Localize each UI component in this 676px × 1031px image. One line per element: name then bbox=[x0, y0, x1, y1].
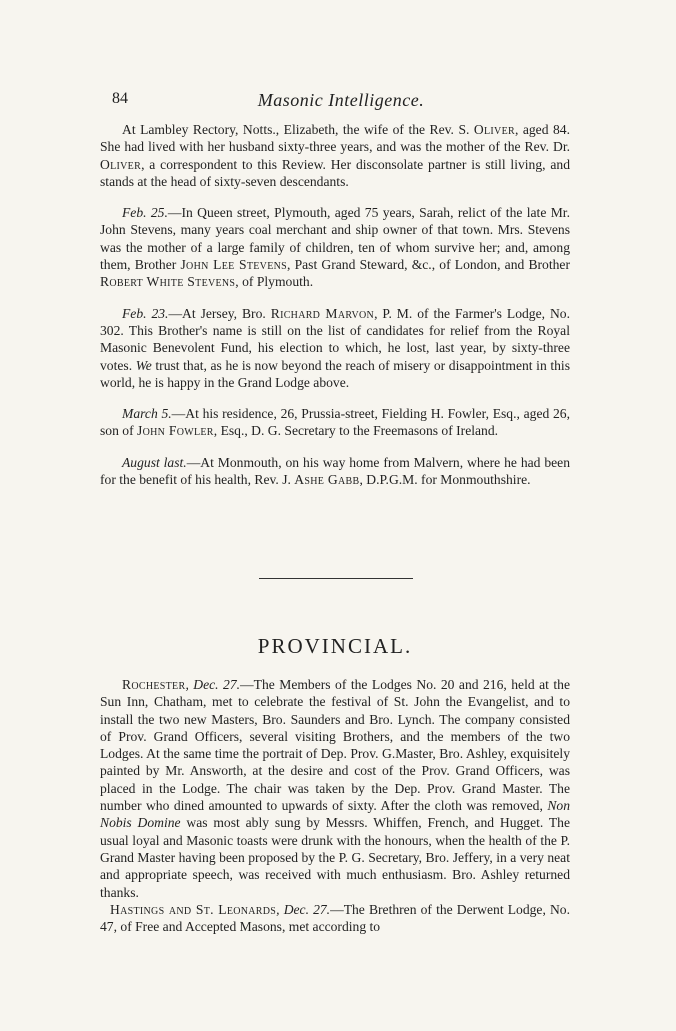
obituaries-section bbox=[100, 121, 570, 488]
report-date: , Dec. 27. bbox=[276, 901, 331, 917]
obituary-dublin: March 5.—At his residence, 26, Prussia-street, Fielding H. Fowler, Esq., aged 26, son of John Fowler, Esq., D. G. Secretary to the Freemasons of Ireland. bbox=[100, 406, 570, 439]
obituary-date: Feb. 25. bbox=[122, 205, 168, 221]
obituary-jersey: Feb. 23.—At Jersey, Bro. Richard Marvon, P. M. of the Farmer's Lodge, No. 302. This Brother's name is still on the list of candidates for relief from the Royal Masonic Benevolent Fund, his election to which, he lost, last year, by sixty-three votes. We trust that, as he is now beyond the reach of misery or disappointment in this world, he is happy in the Grand Lodge above. bbox=[100, 305, 570, 390]
report-place: Hastings and St. Leonards bbox=[110, 901, 277, 917]
running-title: Masonic Intelligence. bbox=[257, 90, 425, 110]
report-date: , Dec. 27. bbox=[185, 677, 241, 692]
section-title: PROVINCIAL. bbox=[257, 634, 413, 658]
obituary-plymouth: Feb. 25.—In Queen street, Plymouth, aged 75 years, Sarah, relict of the late Mr. John Stevens, many years coal merchant and ship owner of that town. Mrs. Stevens was the mother of a large family of children, ten of whom survive her; and, among them, Brother John Lee Stevens, Past Grand Steward, &c., of London, and Brother Robert White Stevens, of Plymouth. bbox=[100, 205, 570, 290]
obituary-date: Feb. 23. bbox=[122, 305, 169, 321]
provincial-section bbox=[100, 676, 570, 935]
page-header bbox=[112, 90, 570, 112]
obituary-lambley: At Lambley Rectory, Notts., Elizabeth, the wife of the Rev. S. Oliver, aged 84. She had lived with her husband sixty-three years, and was the mother of the Rev. Dr. Oliver, a correspondent to this Review. Her disconsolate partner is still living, and stands at the head of sixty-seven descendants. bbox=[100, 122, 570, 189]
page-number: 84 bbox=[112, 90, 128, 107]
report-place: Rochester bbox=[122, 677, 186, 692]
report-hastings: Hastings and St. Leonards, Dec. 27.—The Brethren of the Derwent Lodge, No. 47, of Free and Accepted Masons, met according to bbox=[100, 901, 570, 935]
obituary-date: March 5. bbox=[122, 406, 172, 422]
obituary-date: August last. bbox=[122, 454, 187, 470]
report-rochester: Rochester, Dec. 27.—The Members of the Lodges No. 20 and 216, held at the Sun Inn, Chatham, met to celebrate the festival of St. John the Evangelist, and to install the two new Masters, Bro. Saunders and Bro. Lynch. The company consisted of Prov. Grand Officers, several visiting Brothers, and the members of the two Lodges. At the same time the portrait of Dep. Prov. G.Master, Bro. Ashley, exquisitely painted by Mr. Answorth, at the desire and cost of the Prov. Grand Officers, was placed in the Lodge. The chair was taken by the Dep. Prov. Grand Master. The number who dined amounted to upwards of sixty. After the cloth was removed, Non Nobis Domine was most ably sung by Messrs. Whiffen, French, and Hugget. The usual loyal and Masonic toasts were drunk with the honours, when the health of the P. Grand Master having been proposed by the P. G. Secretary, Bro. Jeffery, in a very neat and appropriate speech, was received with much enthusiasm. Bro. Ashley returned thanks. bbox=[100, 677, 570, 900]
section-divider bbox=[259, 578, 413, 579]
obituary-monmouth: August last.—At Monmouth, on his way home from Malvern, where he had been for the benefit of his health, Rev. J. Ashe Gabb, D.P.G.M. for Monmouthshire. bbox=[100, 454, 570, 488]
